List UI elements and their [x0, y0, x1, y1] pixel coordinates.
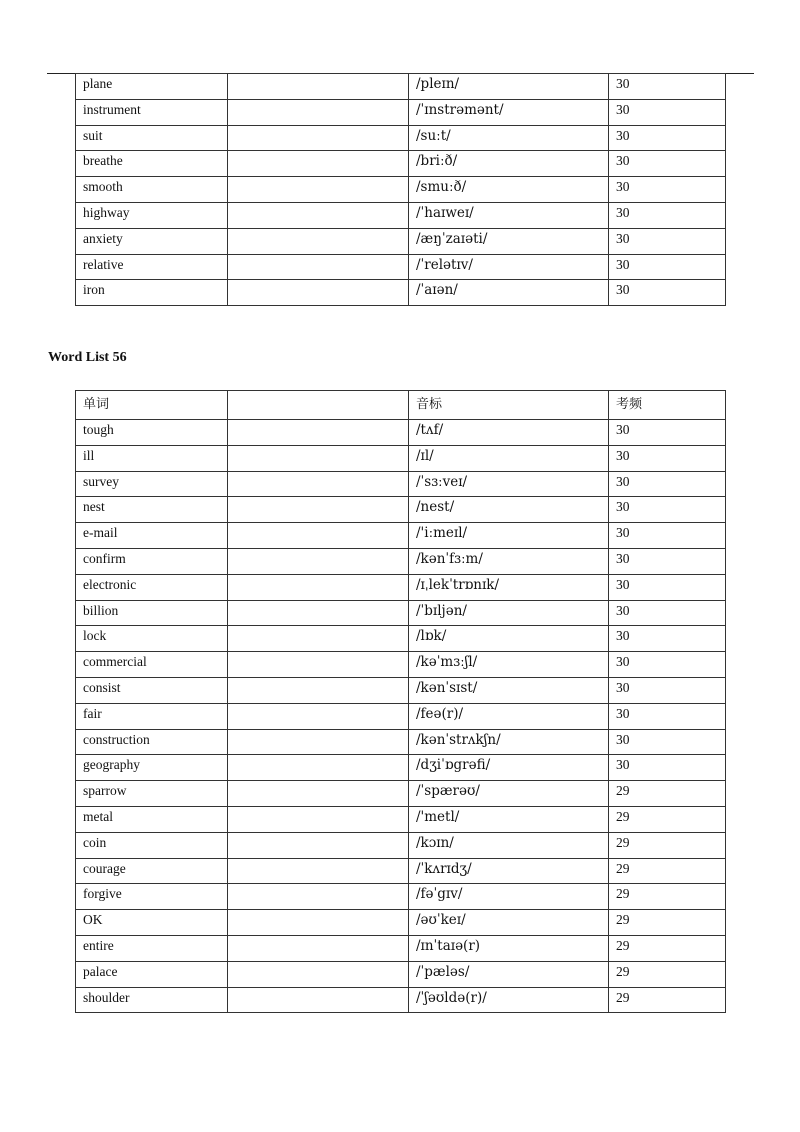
frequency-cell: 29 [609, 806, 726, 832]
frequency-cell: 30 [609, 471, 726, 497]
blank-cell [228, 99, 409, 125]
blank-cell [228, 280, 409, 306]
phonetic-cell: /kənˈsɪst/ [409, 677, 609, 703]
table-row [76, 254, 726, 280]
table-row [76, 125, 726, 151]
frequency-cell: 29 [609, 961, 726, 987]
blank-cell [228, 987, 409, 1013]
word-cell: e-mail [76, 523, 228, 549]
table-row [76, 858, 726, 884]
word-cell: courage [76, 858, 228, 884]
frequency-cell: 30 [609, 600, 726, 626]
blank-cell [228, 858, 409, 884]
phonetic-cell: /kɔɪn/ [409, 832, 609, 858]
table-header-row [76, 391, 726, 420]
header-blank [228, 391, 409, 420]
phonetic-cell: /ˈkʌrɪdʒ/ [409, 858, 609, 884]
table-row [76, 729, 726, 755]
table-row [76, 652, 726, 678]
frequency-cell: 30 [609, 652, 726, 678]
word-cell: electronic [76, 574, 228, 600]
word-cell: relative [76, 254, 228, 280]
phonetic-cell: /ˈʃəʊldə(r)/ [409, 987, 609, 1013]
blank-cell [228, 497, 409, 523]
frequency-cell: 30 [609, 497, 726, 523]
table-row [76, 202, 726, 228]
word-cell: anxiety [76, 228, 228, 254]
phonetic-cell: /ɪnˈtaɪə(r) [409, 935, 609, 961]
table-row [76, 74, 726, 100]
phonetic-cell: /tʌf/ [409, 420, 609, 446]
phonetic-cell: /ˈspærəʊ/ [409, 781, 609, 807]
phonetic-cell: /ˈɪnstrəmənt/ [409, 99, 609, 125]
table-row [76, 445, 726, 471]
phonetic-cell: /ˈsɜːveɪ/ [409, 471, 609, 497]
phonetic-cell: /ˈhaɪweɪ/ [409, 202, 609, 228]
blank-cell [228, 548, 409, 574]
frequency-cell: 30 [609, 677, 726, 703]
word-cell: entire [76, 935, 228, 961]
blank-cell [228, 832, 409, 858]
table-row [76, 600, 726, 626]
word-cell: instrument [76, 99, 228, 125]
blank-cell [228, 600, 409, 626]
frequency-cell: 29 [609, 935, 726, 961]
phonetic-cell: /nest/ [409, 497, 609, 523]
phonetic-cell: /'metl/ [409, 806, 609, 832]
blank-cell [228, 228, 409, 254]
frequency-cell: 30 [609, 254, 726, 280]
table-row [76, 523, 726, 549]
word-cell: sparrow [76, 781, 228, 807]
header-frequency: 考频 [609, 391, 726, 420]
word-cell: breathe [76, 151, 228, 177]
table-row [76, 677, 726, 703]
blank-cell [228, 125, 409, 151]
word-table-56 [75, 390, 726, 1013]
table-row [76, 548, 726, 574]
word-cell: geography [76, 755, 228, 781]
word-cell: ill [76, 445, 228, 471]
word-cell: coin [76, 832, 228, 858]
blank-cell [228, 574, 409, 600]
table-row [76, 497, 726, 523]
word-cell: plane [76, 74, 228, 100]
phonetic-cell: /ɪl/ [409, 445, 609, 471]
frequency-cell: 30 [609, 626, 726, 652]
blank-cell [228, 151, 409, 177]
phonetic-cell: /ɪˌlekˈtrɒnɪk/ [409, 574, 609, 600]
table-row [76, 910, 726, 936]
blank-cell [228, 884, 409, 910]
frequency-cell: 30 [609, 125, 726, 151]
frequency-cell: 30 [609, 151, 726, 177]
phonetic-cell: /pleɪn/ [409, 74, 609, 100]
phonetic-cell: /feə(r)/ [409, 703, 609, 729]
blank-cell [228, 755, 409, 781]
word-cell: highway [76, 202, 228, 228]
table-row [76, 755, 726, 781]
blank-cell [228, 781, 409, 807]
frequency-cell: 29 [609, 832, 726, 858]
table-row [76, 806, 726, 832]
word-cell: nest [76, 497, 228, 523]
word-cell: OK [76, 910, 228, 936]
table-row [76, 280, 726, 306]
table-row [76, 574, 726, 600]
word-cell: commercial [76, 652, 228, 678]
phonetic-cell: /ˈrelətɪv/ [409, 254, 609, 280]
frequency-cell: 30 [609, 729, 726, 755]
word-cell: fair [76, 703, 228, 729]
table-row [76, 420, 726, 446]
blank-cell [228, 471, 409, 497]
word-cell: iron [76, 280, 228, 306]
blank-cell [228, 677, 409, 703]
table-row [76, 177, 726, 203]
frequency-cell: 30 [609, 99, 726, 125]
word-cell: billion [76, 600, 228, 626]
frequency-cell: 30 [609, 420, 726, 446]
phonetic-cell: /kəˈmɜːʃl/ [409, 652, 609, 678]
word-cell: lock [76, 626, 228, 652]
blank-cell [228, 729, 409, 755]
phonetic-cell: /dʒiˈɒgrəfi/ [409, 755, 609, 781]
frequency-cell: 29 [609, 858, 726, 884]
table-row [76, 961, 726, 987]
table-row [76, 832, 726, 858]
blank-cell [228, 254, 409, 280]
blank-cell [228, 177, 409, 203]
blank-cell [228, 910, 409, 936]
word-cell: consist [76, 677, 228, 703]
word-cell: smooth [76, 177, 228, 203]
frequency-cell: 30 [609, 755, 726, 781]
header-word: 单词 [76, 391, 228, 420]
blank-cell [228, 74, 409, 100]
frequency-cell: 29 [609, 781, 726, 807]
frequency-cell: 30 [609, 74, 726, 100]
frequency-cell: 29 [609, 987, 726, 1013]
frequency-cell: 30 [609, 177, 726, 203]
word-cell: shoulder [76, 987, 228, 1013]
frequency-cell: 30 [609, 523, 726, 549]
phonetic-cell: /smuːð/ [409, 177, 609, 203]
frequency-cell: 29 [609, 884, 726, 910]
blank-cell [228, 935, 409, 961]
phonetic-cell: /ˈaɪən/ [409, 280, 609, 306]
section-title: Word List 56 [48, 350, 127, 365]
header-phonetic: 音标 [409, 391, 609, 420]
frequency-cell: 30 [609, 202, 726, 228]
phonetic-cell: /ˈbɪljən/ [409, 600, 609, 626]
phonetic-cell: /ˈpæləs/ [409, 961, 609, 987]
frequency-cell: 30 [609, 228, 726, 254]
frequency-cell: 30 [609, 445, 726, 471]
word-cell: confirm [76, 548, 228, 574]
word-cell: metal [76, 806, 228, 832]
table-row [76, 884, 726, 910]
frequency-cell: 30 [609, 703, 726, 729]
table-row [76, 703, 726, 729]
table-row [76, 626, 726, 652]
word-table-continued [75, 73, 726, 306]
blank-cell [228, 652, 409, 678]
blank-cell [228, 445, 409, 471]
word-cell: tough [76, 420, 228, 446]
word-cell: forgive [76, 884, 228, 910]
word-cell: palace [76, 961, 228, 987]
table-row [76, 987, 726, 1013]
blank-cell [228, 961, 409, 987]
phonetic-cell: /kənˈstrʌkʃn/ [409, 729, 609, 755]
phonetic-cell: /'iːmeɪl/ [409, 523, 609, 549]
phonetic-cell: /fəˈgɪv/ [409, 884, 609, 910]
phonetic-cell: /kənˈfɜːm/ [409, 548, 609, 574]
phonetic-cell: /æŋˈzaɪəti/ [409, 228, 609, 254]
blank-cell [228, 806, 409, 832]
frequency-cell: 29 [609, 910, 726, 936]
frequency-cell: 30 [609, 548, 726, 574]
word-cell: survey [76, 471, 228, 497]
blank-cell [228, 523, 409, 549]
phonetic-cell: /briːð/ [409, 151, 609, 177]
blank-cell [228, 703, 409, 729]
frequency-cell: 30 [609, 574, 726, 600]
word-cell: construction [76, 729, 228, 755]
phonetic-cell: /lɒk/ [409, 626, 609, 652]
phonetic-cell: /əʊˈkeɪ/ [409, 910, 609, 936]
table-row [76, 228, 726, 254]
table-row [76, 99, 726, 125]
frequency-cell: 30 [609, 280, 726, 306]
table-row [76, 151, 726, 177]
blank-cell [228, 626, 409, 652]
phonetic-cell: /suːt/ [409, 125, 609, 151]
table-row [76, 781, 726, 807]
blank-cell [228, 420, 409, 446]
table-row [76, 471, 726, 497]
blank-cell [228, 202, 409, 228]
word-cell: suit [76, 125, 228, 151]
table-row [76, 935, 726, 961]
